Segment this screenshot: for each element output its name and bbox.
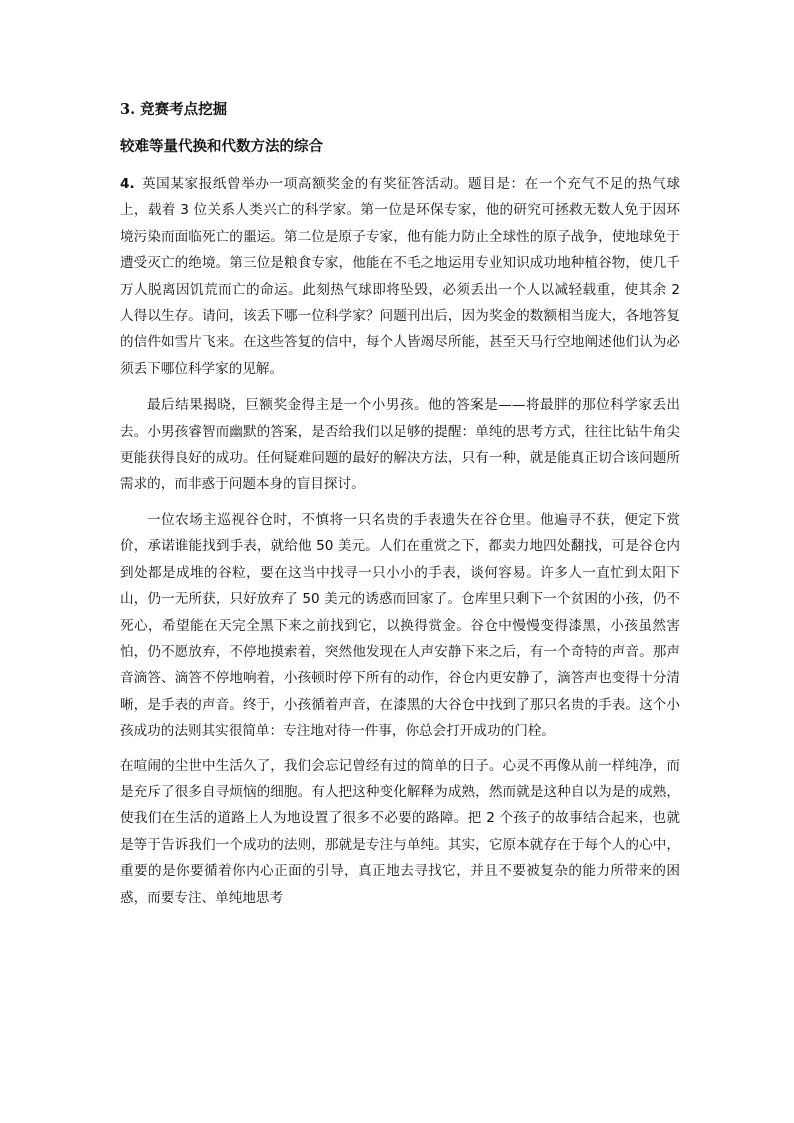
section-heading: 3. 竞赛考点挖掘: [120, 101, 228, 118]
question-text: 英国某家报纸曾举办一项高额奖金的有奖征答活动。题目是：在一个充气不足的热气球上，载着 3 位关系人类兴亡的科学家。第一位是环保专家，他的研究可拯救无数人免于因环境污染而面临死亡的噩运。第二位是原子专家，他有能力防止全球性的原子战争，使地球免于遭受灭亡的绝境。第三位是粮食专家，他能在不毛之地运用专业知识成功地种植谷物，使几千万人脱离因饥荒而亡的命运。此刻热气球即将坠毁，必须丢出一个人以减轻载重，使其余 2 人得以生存。请问，该丢下哪一位科学家？问题刊出后，因为奖金的数额相当庞大，各地答复的信件如雪片飞来。在这些答复的信中，每个人皆竭尽所能，甚至天马行空地阐述他们认为必须丢下哪位科学家的见解。: [120, 176, 680, 377]
body-paragraph-watch-story: 一位农场主巡视谷仓时，不慎将一只名贵的手表遗失在谷仓里。他遍寻不获，便定下赏价，承诺谁能找到手表，就给他 50 美元。人们在重赏之下，都卖力地四处翻找，可是谷仓内到处都是成堆的谷粒，要在这当中找寻一只小小的手表，谈何容易。许多人一直忙到太阳下山，仍一无所获，只好放弃了 50 美元的诱惑而回家了。仓库里只剩下一个贫困的小孩，仍不死心，希望能在天完全黑下来之前找到它，以换得赏金。谷仓中慢慢变得漆黑，小孩虽然害怕，仍不愿放弃，不停地摸索着，突然他发现在人声安静下来之后，有一个奇特的声音。那声音滴答、滴答不停地响着，小孩顿时停下所有的动作，谷仓内更安静了，滴答声也变得十分清晰，是手表的声音。终于，小孩循着声音，在漆黑的大谷仓中找到了那只名贵的手表。这个小孩成功的法则其实很简单：专注地对待一件事，你总会打开成功的门栓。: [120, 511, 680, 740]
document-content: [120, 100, 680, 911]
body-paragraph-answer: 最后结果揭晓，巨额奖金得主是一个小男孩。他的答案是——将最胖的那位科学家丢出去。小男孩睿智而幽默的答案，是否给我们以足够的提醒：单纯的思考方式，往往比钻牛角尖更能获得良好的成功。任何疑难问题的最好的解决方法，只有一种，就是能真正切合该问题所需求的，而非惑于问题本身的盲目探讨。: [120, 397, 680, 493]
section-subheading: 较难等量代换和代数方法的综合: [120, 138, 323, 155]
question-number: 4.: [120, 176, 135, 192]
question-paragraph: [120, 171, 680, 382]
body-paragraph-conclusion: 在喧闹的尘世中生活久了，我们会忘记曾经有过的简单的日子。心灵不再像从前一样纯净，而是充斥了很多自寻烦恼的细胞。有人把这种变化解释为成熟，然而就是这种自以为是的成熟，使我们在生活的道路上人为地设置了很多不必要的路障。把 2 个孩子的故事结合起来，也就是等于告诉我们一个成功的法则，那就是专注与单纯。其实，它原本就存在于每个人的心中，重要的是你要循着你内心正面的引导，真正地去寻找它，并且不要被复杂的能力所带来的困惑，而要专注、单纯地思考: [120, 757, 680, 906]
